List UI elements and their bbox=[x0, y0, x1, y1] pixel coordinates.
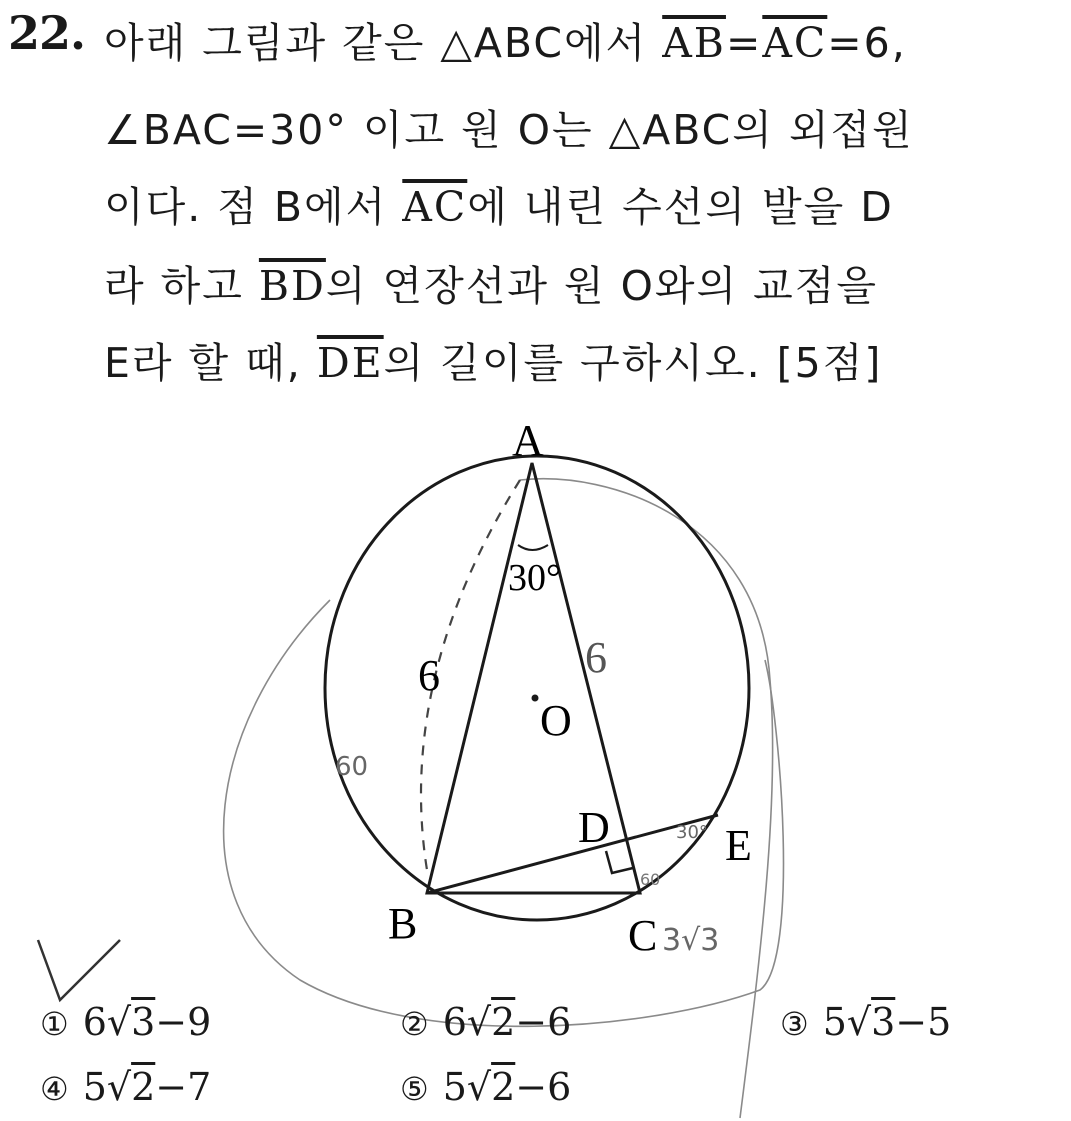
line-text: E라 할 때, bbox=[104, 339, 317, 387]
option-coef: 5 bbox=[82, 1065, 107, 1109]
option-number: ③ bbox=[780, 1005, 809, 1043]
segment-ac: $\overline{AC}$ bbox=[762, 19, 828, 67]
option-2[interactable] bbox=[400, 1000, 571, 1044]
option-4[interactable] bbox=[40, 1065, 211, 1109]
label-angle: 30° bbox=[508, 557, 562, 599]
label-ac-length: 6 bbox=[585, 633, 607, 682]
sqrt-sign: √ bbox=[466, 1000, 492, 1044]
option-rest: −6 bbox=[515, 1000, 572, 1044]
handwritten-angle-c: 60 bbox=[640, 870, 661, 889]
angle-arc bbox=[518, 545, 548, 550]
handwritten-angle-b: 60 bbox=[335, 752, 369, 782]
label-b: B bbox=[388, 899, 418, 948]
option-coef: 5 bbox=[442, 1065, 467, 1109]
sqrt-sign: √ bbox=[106, 1000, 132, 1044]
option-number: ① bbox=[40, 1005, 69, 1043]
line-text: 라 하고 bbox=[104, 262, 259, 310]
label-ab-length: 6 bbox=[418, 651, 440, 700]
handwritten-note-c: 3√3 bbox=[662, 923, 720, 958]
label-a: A bbox=[512, 416, 544, 465]
label-c: C bbox=[628, 911, 658, 960]
question-number: 22. bbox=[8, 6, 86, 60]
sqrt-sign: √ bbox=[106, 1065, 132, 1109]
option-radicand: 2 bbox=[491, 1000, 516, 1044]
segment-ab: $\overline{AB}$ bbox=[662, 19, 726, 67]
sqrt-sign: √ bbox=[846, 1000, 872, 1044]
option-1[interactable] bbox=[40, 1000, 211, 1044]
line-text: =6, bbox=[827, 19, 907, 67]
option-rest: −9 bbox=[155, 1000, 212, 1044]
option-rest: −5 bbox=[895, 1000, 952, 1044]
check-mark bbox=[38, 940, 120, 1000]
option-radicand: 3 bbox=[131, 1000, 156, 1044]
option-coef: 6 bbox=[442, 1000, 467, 1044]
handwritten-angle-e: 30° bbox=[676, 822, 708, 843]
segment-ac: $\overline{AC}$ bbox=[402, 183, 468, 231]
label-e: E bbox=[725, 821, 752, 870]
line-text: 에 내린 수선의 발을 D bbox=[467, 183, 894, 231]
segment-de: $\overline{DE}$ bbox=[316, 339, 384, 387]
line-text: = bbox=[725, 19, 763, 67]
option-5[interactable] bbox=[400, 1065, 571, 1109]
line-text: 의 길이를 구하시오. [5점] bbox=[383, 339, 883, 387]
label-d: D bbox=[578, 803, 610, 852]
option-coef: 5 bbox=[822, 1000, 847, 1044]
circumcircle bbox=[325, 456, 749, 920]
option-3[interactable] bbox=[780, 1000, 951, 1044]
option-radicand: 2 bbox=[131, 1065, 156, 1109]
option-number: ④ bbox=[40, 1070, 69, 1108]
option-rest: −7 bbox=[155, 1065, 212, 1109]
line-text: 이다. 점 B에서 bbox=[104, 183, 403, 231]
option-coef: 6 bbox=[82, 1000, 107, 1044]
segment-be bbox=[427, 815, 718, 893]
label-o: O bbox=[540, 696, 572, 745]
line-text: 아래 그림과 같은 △ABC에서 bbox=[104, 19, 663, 67]
option-radicand: 2 bbox=[491, 1065, 516, 1109]
option-radicand: 3 bbox=[871, 1000, 896, 1044]
sqrt-sign: √ bbox=[466, 1065, 492, 1109]
line-text: 의 연장선과 원 O와의 교점을 bbox=[325, 262, 878, 310]
option-rest: −6 bbox=[515, 1065, 572, 1109]
pencil-loop bbox=[224, 600, 784, 1026]
center-point bbox=[532, 695, 539, 702]
line-text: ∠BAC=30° 이고 원 O는 △ABC의 외접원 bbox=[104, 106, 914, 154]
segment-bd: $\overline{BD}$ bbox=[258, 262, 326, 310]
option-number: ② bbox=[400, 1005, 429, 1043]
option-number: ⑤ bbox=[400, 1070, 429, 1108]
